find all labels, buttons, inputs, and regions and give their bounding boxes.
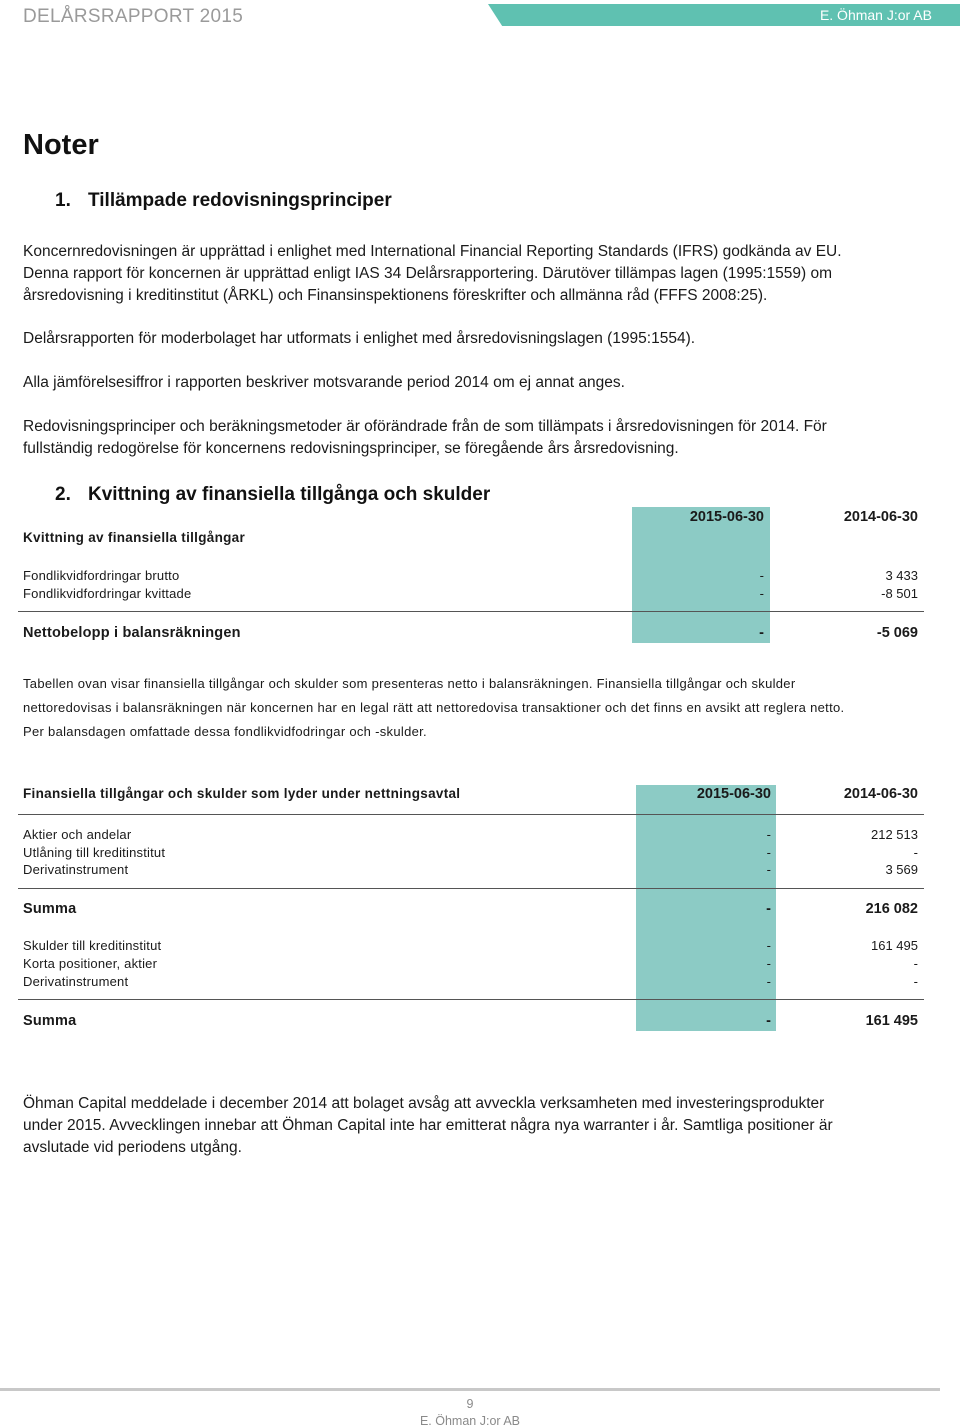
paragraph-line: fullständig redogörelse för koncernens redovisningsprinciper, se föregående års årsredovisning. bbox=[23, 440, 679, 457]
table-cell: -8 501 bbox=[881, 586, 918, 601]
section-1-paragraph-1 bbox=[23, 241, 923, 307]
table-1-note bbox=[23, 672, 918, 744]
table-cell: 161 495 bbox=[871, 938, 918, 953]
table-1-title: Kvittning av finansiella tillgångar bbox=[23, 530, 246, 545]
section-2-heading bbox=[55, 484, 490, 506]
paragraph-line: avslutade vid periodens utgång. bbox=[23, 1139, 242, 1156]
section-1-heading bbox=[55, 190, 392, 212]
table-row: Aktier och andelar bbox=[23, 827, 132, 842]
table-row: Skulder till kreditinstitut bbox=[23, 938, 162, 953]
table-2-divider bbox=[18, 888, 924, 889]
table-row: Derivatinstrument bbox=[23, 974, 129, 989]
header-company: E. Öhman J:or AB bbox=[819, 7, 932, 23]
table-cell: - bbox=[759, 586, 764, 601]
table-cell: - bbox=[913, 974, 918, 989]
table-1-col-2014: 2014-06-30 bbox=[843, 509, 918, 525]
table-cell: 3 433 bbox=[885, 568, 918, 583]
table-cell: 212 513 bbox=[871, 827, 918, 842]
table-1-total-2015: - bbox=[759, 625, 764, 641]
table-1-total-label: Nettobelopp i balansräkningen bbox=[23, 625, 241, 641]
table-cell: - bbox=[766, 862, 771, 877]
table-cell: - bbox=[766, 938, 771, 953]
table-cell: - bbox=[759, 568, 764, 583]
table-2-assets-total-2014: 216 082 bbox=[865, 901, 918, 917]
report-title: DELÅRSRAPPORT 2015 bbox=[23, 6, 244, 27]
table-2-assets-total-label: Summa bbox=[23, 901, 77, 917]
page-title: Noter bbox=[23, 129, 99, 161]
table-row: Derivatinstrument bbox=[23, 862, 129, 877]
table-row: Fondlikvidfordringar kvittade bbox=[23, 586, 192, 601]
table-1-divider bbox=[18, 611, 924, 612]
table-1-total-2014: -5 069 bbox=[876, 625, 918, 641]
table-2-col-2014: 2014-06-30 bbox=[843, 786, 918, 802]
table-2-liabilities-total-label: Summa bbox=[23, 1013, 77, 1029]
paragraph-line: Öhman Capital meddelade i december 2014 att bolaget avsåg att avveckla verksamheten med investeringsprodukter bbox=[23, 1095, 825, 1112]
footer-divider bbox=[0, 1388, 940, 1391]
section-1-number: 1. bbox=[55, 190, 71, 211]
paragraph-line: Per balansdagen omfattade dessa fondlikvidfodringar och -skulder. bbox=[23, 724, 427, 739]
section-1-paragraph-4 bbox=[23, 416, 923, 460]
table-2-liabilities-total-2015: - bbox=[766, 1013, 771, 1029]
paragraph-line: under 2015. Avvecklingen innebar att Öhman Capital inte har emitterat några nya warranter i år. Samtliga positioner är bbox=[23, 1117, 833, 1134]
table-2-title: Finansiella tillgångar och skulder som lyder under nettningsavtal bbox=[23, 786, 461, 801]
table-cell: 3 569 bbox=[885, 862, 918, 877]
paragraph-line: Koncernredovisningen är upprättad i enlighet med International Financial Reporting Standards (IFRS) godkända av EU. bbox=[23, 243, 842, 260]
footer-company: E. Öhman J:or AB bbox=[419, 1414, 521, 1428]
table-row: Utlåning till kreditinstitut bbox=[23, 845, 166, 860]
section-1-title: Tillämpade redovisningsprinciper bbox=[88, 190, 392, 211]
paragraph-line: nettoredovisas i balansräkningen när koncernen har en legal rätt att nettoredovisa transaktioner och det finns en avsikt att reglera netto. bbox=[23, 700, 845, 715]
table-cell: - bbox=[913, 956, 918, 971]
paragraph-line: Redovisningsprinciper och beräkningsmetoder är oförändrade från de som tillämpats i årsredovisningen för 2014. För bbox=[23, 418, 827, 435]
table-cell: - bbox=[913, 845, 918, 860]
table-row: Fondlikvidfordringar brutto bbox=[23, 568, 180, 583]
table-1-col-2015: 2015-06-30 bbox=[689, 509, 764, 525]
section-2-title: Kvittning av finansiella tillgånga och skulder bbox=[88, 484, 491, 505]
table-cell: - bbox=[766, 974, 771, 989]
paragraph-line: årsredovisning i kreditinstitut (ÅRKL) och Finansinspektionens föreskrifter och allmänna råd (FFFS 2008:25). bbox=[23, 287, 768, 304]
table-2-liabilities-total-2014: 161 495 bbox=[865, 1013, 918, 1029]
table-2-divider bbox=[18, 999, 924, 1000]
closing-paragraph bbox=[23, 1093, 923, 1159]
section-2-number: 2. bbox=[55, 484, 71, 505]
table-2-col-2015: 2015-06-30 bbox=[696, 786, 771, 802]
section-1-paragraph-3: Alla jämförelsesiffror i rapporten beskriver motsvarande period 2014 om ej annat anges. bbox=[23, 374, 625, 391]
page-number: 9 bbox=[466, 1397, 474, 1411]
paragraph-line: Denna rapport för koncernen är upprättad enligt IAS 34 Delårsrapportering. Därutöver tillämpas lagen (1995:1559) om bbox=[23, 265, 833, 282]
table-2-header-divider bbox=[18, 814, 924, 815]
table-cell: - bbox=[766, 845, 771, 860]
table-row: Korta positioner, aktier bbox=[23, 956, 158, 971]
paragraph-line: Tabellen ovan visar finansiella tillgångar och skulder som presenteras netto i balansräkningen. Finansiella tillgångar och skulder bbox=[23, 676, 796, 691]
table-cell: - bbox=[766, 956, 771, 971]
table-cell: - bbox=[766, 827, 771, 842]
section-1-paragraph-2: Delårsrapporten för moderbolaget har utformats i enlighet med årsredovisningslagen (1995:1554). bbox=[23, 330, 696, 347]
table-2-assets-total-2015: - bbox=[766, 901, 771, 917]
